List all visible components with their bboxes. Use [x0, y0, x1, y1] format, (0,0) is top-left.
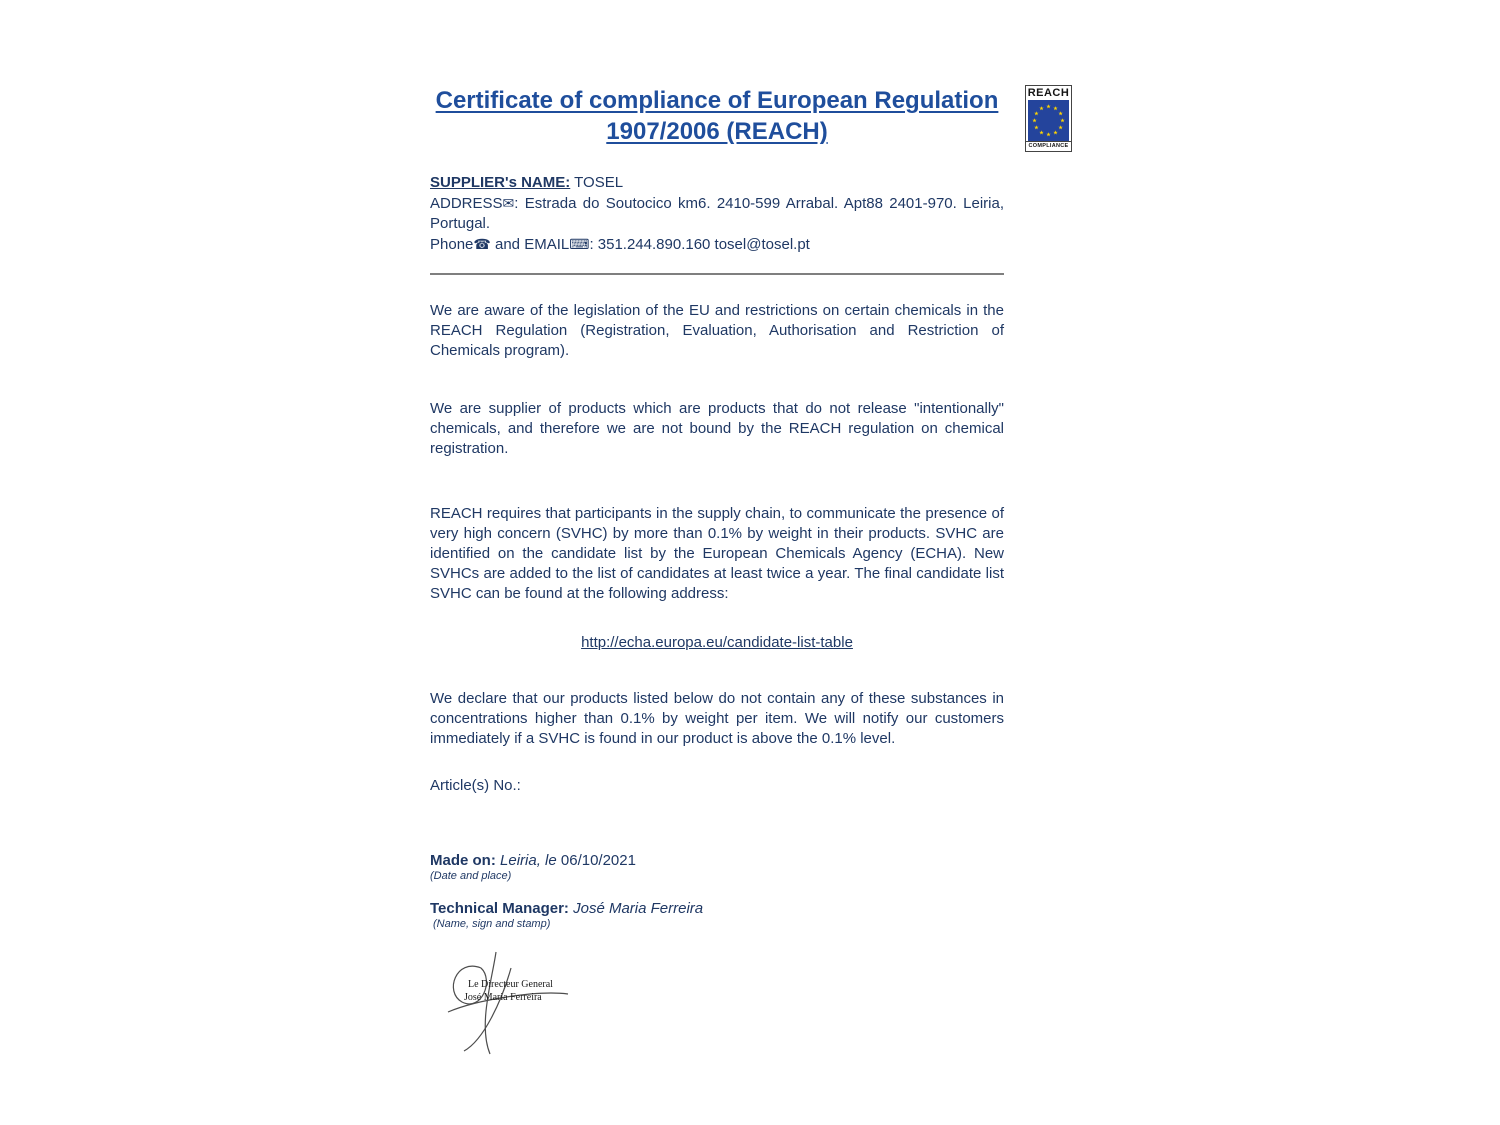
made-on-block — [430, 852, 1004, 884]
paragraph-aware: We are aware of the legislation of the EU and restrictions on certain chemicals in the REACH Regulation (Registration, Evaluation, Authorisation and Restriction of Chemicals program). — [430, 302, 1004, 359]
document-title-line2: 1907/2006 (REACH) — [606, 118, 828, 145]
address-label: ADDRESS — [430, 195, 503, 212]
supplier-info-block — [430, 173, 1004, 255]
section-divider — [430, 273, 1004, 275]
envelope-icon: ✉ — [502, 195, 515, 211]
document-title — [430, 85, 1004, 147]
supplier-name-value: TOSEL — [570, 174, 624, 191]
signature-stamp — [436, 950, 586, 1055]
supplier-address-line — [430, 193, 1004, 234]
supplier-contact-line — [430, 234, 1004, 255]
document-content — [430, 85, 1004, 1055]
eu-flag-icon — [1028, 100, 1069, 141]
document-title-line1: Certificate of compliance of European Regulation — [435, 87, 999, 114]
made-on-place: Leiria, le — [495, 852, 557, 869]
reach-compliance-logo — [1025, 85, 1072, 152]
technical-manager-name: José Maria Ferreira — [568, 900, 704, 917]
candidate-list-link-line — [430, 634, 1004, 651]
paragraph-declare: We declare that our products listed below do not contain any of these substances in concentrations higher than 0.1% by weight per item. We will notify our customers immediately if a SVHC is found in our product is above the 0.1% level. — [430, 690, 1004, 747]
made-on-label: Made on: — [430, 852, 496, 869]
fax-email-icon: ⌨ — [569, 236, 590, 252]
technical-manager-caption: (Name, sign and stamp) — [433, 918, 551, 930]
paragraph-supplier-of: We are supplier of products which are products that do not release "intentionally" chemicals, and therefore we are not bound by the REACH regulation on chemical registration. — [430, 400, 1004, 457]
technical-manager-block — [430, 900, 1004, 932]
reach-logo-compliance-label: COMPLIANCE — [1026, 141, 1071, 151]
reach-logo-title: REACH — [1027, 87, 1070, 99]
signature-title-text: Le Directeur General — [468, 979, 553, 990]
phone-label: Phone — [430, 236, 474, 253]
email-label: and EMAIL — [490, 236, 570, 253]
contact-value: : 351.244.890.160 tosel@tosel.pt — [589, 236, 810, 253]
signature-name-text: José Maria Ferreira — [464, 992, 542, 1003]
articles-label: Article(s) No.: — [430, 777, 521, 794]
supplier-name-line — [430, 173, 1004, 193]
paragraph-reach-requires: REACH requires that participants in the supply chain, to communicate the presence of very high concern (SVHC) by more than 0.1% by weight in their products. SVHC are identified on the candidate list by the European Chemicals Agency (ECHA). New SVHCs are added to the list of candidates at least twice a year. The final candidate list SVHC can be found at the following address: — [430, 505, 1004, 602]
technical-manager-label: Technical Manager: — [430, 900, 569, 917]
made-on-date: 06/10/2021 — [556, 852, 636, 869]
address-value: : Estrada do Soutocico km6. 2410-599 Arrabal. Apt88 2401-970. Leiria, Portugal. — [430, 195, 1004, 232]
phone-icon: ☎ — [473, 236, 491, 252]
made-on-caption: (Date and place) — [430, 870, 512, 882]
candidate-list-link[interactable]: http://echa.europa.eu/candidate-list-table — [581, 634, 853, 651]
supplier-name-label: SUPPLIER's NAME: — [430, 174, 571, 191]
